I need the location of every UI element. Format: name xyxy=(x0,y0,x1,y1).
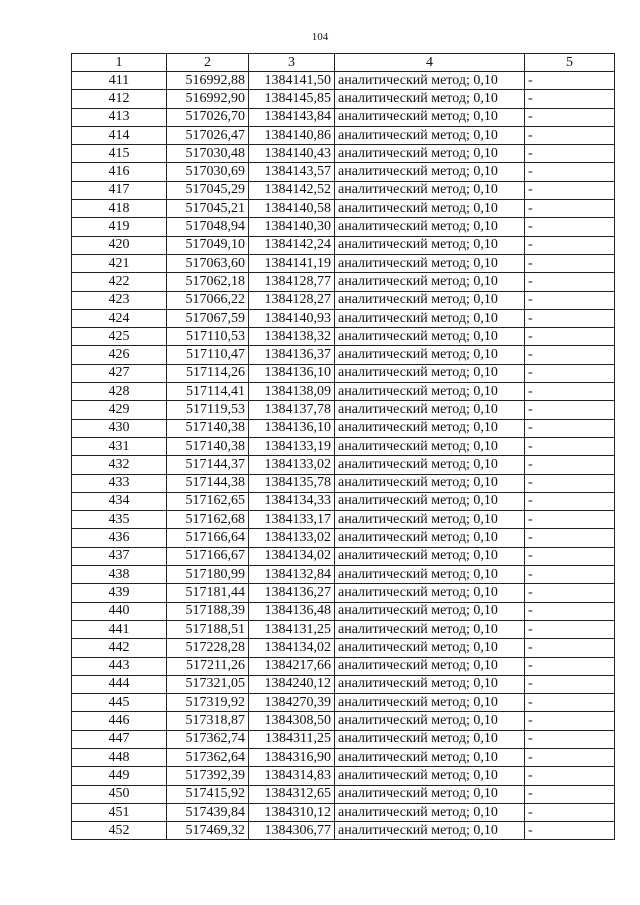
point-number-cell: 414 xyxy=(72,126,167,144)
method-accuracy-cell: аналитический метод; 0,10 xyxy=(335,657,525,675)
method-accuracy-cell: аналитический метод; 0,10 xyxy=(335,383,525,401)
note-cell: - xyxy=(525,346,615,364)
coordinate-y-cell: 1384270,39 xyxy=(249,694,335,712)
method-accuracy-cell: аналитический метод; 0,10 xyxy=(335,346,525,364)
table-row xyxy=(72,401,615,419)
note-cell: - xyxy=(525,218,615,236)
point-number-cell: 446 xyxy=(72,712,167,730)
method-accuracy-cell: аналитический метод; 0,10 xyxy=(335,748,525,766)
coordinate-x-cell: 517048,94 xyxy=(167,218,249,236)
coordinate-x-cell: 517166,64 xyxy=(167,529,249,547)
coordinate-x-cell: 517114,41 xyxy=(167,383,249,401)
note-cell: - xyxy=(525,748,615,766)
coordinate-y-cell: 1384145,85 xyxy=(249,90,335,108)
coordinate-y-cell: 1384314,83 xyxy=(249,767,335,785)
point-number-cell: 443 xyxy=(72,657,167,675)
method-accuracy-cell: аналитический метод; 0,10 xyxy=(335,273,525,291)
column-header-1: 1 xyxy=(72,54,167,72)
coordinate-x-cell: 517140,38 xyxy=(167,419,249,437)
table-row xyxy=(72,200,615,218)
coordinate-x-cell: 517162,68 xyxy=(167,511,249,529)
note-cell: - xyxy=(525,785,615,803)
table-row xyxy=(72,639,615,657)
method-accuracy-cell: аналитический метод; 0,10 xyxy=(335,620,525,638)
note-cell: - xyxy=(525,474,615,492)
method-accuracy-cell: аналитический метод; 0,10 xyxy=(335,511,525,529)
method-accuracy-cell: аналитический метод; 0,10 xyxy=(335,145,525,163)
coordinate-x-cell: 517181,44 xyxy=(167,584,249,602)
note-cell: - xyxy=(525,547,615,565)
coordinate-x-cell: 517228,28 xyxy=(167,639,249,657)
table-row xyxy=(72,803,615,821)
method-accuracy-cell: аналитический метод; 0,10 xyxy=(335,712,525,730)
coordinate-y-cell: 1384136,10 xyxy=(249,364,335,382)
coordinate-y-cell: 1384134,02 xyxy=(249,639,335,657)
coordinate-y-cell: 1384136,48 xyxy=(249,602,335,620)
method-accuracy-cell: аналитический метод; 0,10 xyxy=(335,785,525,803)
coordinate-x-cell: 517392,39 xyxy=(167,767,249,785)
point-number-cell: 435 xyxy=(72,511,167,529)
point-number-cell: 422 xyxy=(72,273,167,291)
point-number-cell: 412 xyxy=(72,90,167,108)
method-accuracy-cell: аналитический метод; 0,10 xyxy=(335,419,525,437)
point-number-cell: 451 xyxy=(72,803,167,821)
note-cell: - xyxy=(525,437,615,455)
note-cell: - xyxy=(525,309,615,327)
method-accuracy-cell: аналитический метод; 0,10 xyxy=(335,364,525,382)
coordinate-x-cell: 517321,05 xyxy=(167,675,249,693)
column-header-2: 2 xyxy=(167,54,249,72)
coordinate-y-cell: 1384311,25 xyxy=(249,730,335,748)
point-number-cell: 442 xyxy=(72,639,167,657)
coordinate-y-cell: 1384142,24 xyxy=(249,236,335,254)
note-cell: - xyxy=(525,767,615,785)
table-row xyxy=(72,785,615,803)
note-cell: - xyxy=(525,620,615,638)
coordinate-x-cell: 517030,69 xyxy=(167,163,249,181)
coordinate-y-cell: 1384141,50 xyxy=(249,72,335,90)
point-number-cell: 426 xyxy=(72,346,167,364)
method-accuracy-cell: аналитический метод; 0,10 xyxy=(335,126,525,144)
method-accuracy-cell: аналитический метод; 0,10 xyxy=(335,163,525,181)
point-number-cell: 441 xyxy=(72,620,167,638)
table-row xyxy=(72,218,615,236)
coordinate-x-cell: 517066,22 xyxy=(167,291,249,309)
coordinate-y-cell: 1384133,02 xyxy=(249,456,335,474)
note-cell: - xyxy=(525,492,615,510)
note-cell: - xyxy=(525,328,615,346)
method-accuracy-cell: аналитический метод; 0,10 xyxy=(335,236,525,254)
coordinate-y-cell: 1384133,02 xyxy=(249,529,335,547)
point-number-cell: 445 xyxy=(72,694,167,712)
coordinate-y-cell: 1384128,77 xyxy=(249,273,335,291)
coordinate-y-cell: 1384140,86 xyxy=(249,126,335,144)
coordinate-y-cell: 1384136,10 xyxy=(249,419,335,437)
note-cell: - xyxy=(525,163,615,181)
note-cell: - xyxy=(525,126,615,144)
note-cell: - xyxy=(525,181,615,199)
coordinate-y-cell: 1384217,66 xyxy=(249,657,335,675)
point-number-cell: 420 xyxy=(72,236,167,254)
note-cell: - xyxy=(525,273,615,291)
coordinate-y-cell: 1384134,33 xyxy=(249,492,335,510)
point-number-cell: 416 xyxy=(72,163,167,181)
table-row xyxy=(72,767,615,785)
method-accuracy-cell: аналитический метод; 0,10 xyxy=(335,767,525,785)
note-cell: - xyxy=(525,364,615,382)
column-header-5: 5 xyxy=(525,54,615,72)
note-cell: - xyxy=(525,822,615,840)
point-number-cell: 440 xyxy=(72,602,167,620)
coordinate-y-cell: 1384140,93 xyxy=(249,309,335,327)
coordinate-x-cell: 517469,32 xyxy=(167,822,249,840)
note-cell: - xyxy=(525,639,615,657)
coordinate-x-cell: 516992,88 xyxy=(167,72,249,90)
coordinate-y-cell: 1384137,78 xyxy=(249,401,335,419)
note-cell: - xyxy=(525,602,615,620)
point-number-cell: 438 xyxy=(72,566,167,584)
table-row xyxy=(72,328,615,346)
table-row xyxy=(72,456,615,474)
coordinate-y-cell: 1384136,37 xyxy=(249,346,335,364)
coordinate-x-cell: 517062,18 xyxy=(167,273,249,291)
method-accuracy-cell: аналитический метод; 0,10 xyxy=(335,218,525,236)
point-number-cell: 452 xyxy=(72,822,167,840)
table-row xyxy=(72,657,615,675)
coordinates-table xyxy=(71,53,615,840)
method-accuracy-cell: аналитический метод; 0,10 xyxy=(335,401,525,419)
coordinate-y-cell: 1384138,32 xyxy=(249,328,335,346)
note-cell: - xyxy=(525,419,615,437)
table-row xyxy=(72,474,615,492)
table-row xyxy=(72,126,615,144)
method-accuracy-cell: аналитический метод; 0,10 xyxy=(335,309,525,327)
point-number-cell: 428 xyxy=(72,383,167,401)
table-row xyxy=(72,694,615,712)
coordinate-x-cell: 517180,99 xyxy=(167,566,249,584)
coordinate-x-cell: 517110,53 xyxy=(167,328,249,346)
coordinate-x-cell: 517318,87 xyxy=(167,712,249,730)
table-row xyxy=(72,730,615,748)
method-accuracy-cell: аналитический метод; 0,10 xyxy=(335,803,525,821)
table-row xyxy=(72,822,615,840)
table-row xyxy=(72,181,615,199)
point-number-cell: 421 xyxy=(72,254,167,272)
table-row xyxy=(72,529,615,547)
note-cell: - xyxy=(525,803,615,821)
coordinate-y-cell: 1384133,17 xyxy=(249,511,335,529)
coordinate-y-cell: 1384140,58 xyxy=(249,200,335,218)
coordinate-x-cell: 517362,74 xyxy=(167,730,249,748)
column-header-3: 3 xyxy=(249,54,335,72)
table-row xyxy=(72,72,615,90)
note-cell: - xyxy=(525,657,615,675)
table-row xyxy=(72,675,615,693)
point-number-cell: 432 xyxy=(72,456,167,474)
coordinate-x-cell: 517045,29 xyxy=(167,181,249,199)
method-accuracy-cell: аналитический метод; 0,10 xyxy=(335,108,525,126)
method-accuracy-cell: аналитический метод; 0,10 xyxy=(335,200,525,218)
coordinate-y-cell: 1384140,43 xyxy=(249,145,335,163)
coordinate-y-cell: 1384136,27 xyxy=(249,584,335,602)
note-cell: - xyxy=(525,694,615,712)
point-number-cell: 419 xyxy=(72,218,167,236)
coordinate-x-cell: 517026,70 xyxy=(167,108,249,126)
method-accuracy-cell: аналитический метод; 0,10 xyxy=(335,547,525,565)
table-row xyxy=(72,346,615,364)
method-accuracy-cell: аналитический метод; 0,10 xyxy=(335,694,525,712)
table-row xyxy=(72,236,615,254)
method-accuracy-cell: аналитический метод; 0,10 xyxy=(335,566,525,584)
coordinate-x-cell: 517362,64 xyxy=(167,748,249,766)
point-number-cell: 439 xyxy=(72,584,167,602)
coordinate-x-cell: 517211,26 xyxy=(167,657,249,675)
method-accuracy-cell: аналитический метод; 0,10 xyxy=(335,291,525,309)
note-cell: - xyxy=(525,401,615,419)
coordinate-y-cell: 1384142,52 xyxy=(249,181,335,199)
method-accuracy-cell: аналитический метод; 0,10 xyxy=(335,90,525,108)
coordinate-x-cell: 517119,53 xyxy=(167,401,249,419)
table-row xyxy=(72,254,615,272)
column-header-4: 4 xyxy=(335,54,525,72)
coordinate-y-cell: 1384128,27 xyxy=(249,291,335,309)
point-number-cell: 434 xyxy=(72,492,167,510)
method-accuracy-cell: аналитический метод; 0,10 xyxy=(335,822,525,840)
coordinate-y-cell: 1384312,65 xyxy=(249,785,335,803)
coordinate-y-cell: 1384138,09 xyxy=(249,383,335,401)
coordinate-x-cell: 517319,92 xyxy=(167,694,249,712)
note-cell: - xyxy=(525,108,615,126)
point-number-cell: 427 xyxy=(72,364,167,382)
coordinate-y-cell: 1384306,77 xyxy=(249,822,335,840)
method-accuracy-cell: аналитический метод; 0,10 xyxy=(335,328,525,346)
table-row xyxy=(72,163,615,181)
note-cell: - xyxy=(525,675,615,693)
coordinate-x-cell: 517114,26 xyxy=(167,364,249,382)
method-accuracy-cell: аналитический метод; 0,10 xyxy=(335,437,525,455)
note-cell: - xyxy=(525,236,615,254)
note-cell: - xyxy=(525,511,615,529)
note-cell: - xyxy=(525,145,615,163)
coordinate-x-cell: 517045,21 xyxy=(167,200,249,218)
note-cell: - xyxy=(525,529,615,547)
table-row xyxy=(72,511,615,529)
table-row xyxy=(72,492,615,510)
table-row xyxy=(72,566,615,584)
point-number-cell: 413 xyxy=(72,108,167,126)
table-row xyxy=(72,90,615,108)
coordinate-x-cell: 517439,84 xyxy=(167,803,249,821)
coordinate-x-cell: 517140,38 xyxy=(167,437,249,455)
coordinate-x-cell: 516992,90 xyxy=(167,90,249,108)
coordinate-x-cell: 517063,60 xyxy=(167,254,249,272)
method-accuracy-cell: аналитический метод; 0,10 xyxy=(335,584,525,602)
table-row xyxy=(72,584,615,602)
coordinate-x-cell: 517110,47 xyxy=(167,346,249,364)
table-row xyxy=(72,145,615,163)
note-cell: - xyxy=(525,90,615,108)
point-number-cell: 437 xyxy=(72,547,167,565)
point-number-cell: 423 xyxy=(72,291,167,309)
table-row xyxy=(72,602,615,620)
method-accuracy-cell: аналитический метод; 0,10 xyxy=(335,602,525,620)
coordinate-x-cell: 517166,67 xyxy=(167,547,249,565)
coordinate-x-cell: 517144,37 xyxy=(167,456,249,474)
table-row xyxy=(72,712,615,730)
page-number: 104 xyxy=(311,31,329,43)
coordinate-y-cell: 1384131,25 xyxy=(249,620,335,638)
point-number-cell: 430 xyxy=(72,419,167,437)
coordinate-x-cell: 517026,47 xyxy=(167,126,249,144)
table-row xyxy=(72,748,615,766)
table-row xyxy=(72,419,615,437)
table-row xyxy=(72,383,615,401)
table-row xyxy=(72,547,615,565)
point-number-cell: 447 xyxy=(72,730,167,748)
coordinate-y-cell: 1384143,84 xyxy=(249,108,335,126)
method-accuracy-cell: аналитический метод; 0,10 xyxy=(335,254,525,272)
table-row xyxy=(72,291,615,309)
point-number-cell: 429 xyxy=(72,401,167,419)
point-number-cell: 417 xyxy=(72,181,167,199)
note-cell: - xyxy=(525,200,615,218)
point-number-cell: 431 xyxy=(72,437,167,455)
coordinate-y-cell: 1384140,30 xyxy=(249,218,335,236)
coordinate-x-cell: 517162,65 xyxy=(167,492,249,510)
table-row xyxy=(72,620,615,638)
coordinate-y-cell: 1384310,12 xyxy=(249,803,335,821)
coordinate-y-cell: 1384132,84 xyxy=(249,566,335,584)
method-accuracy-cell: аналитический метод; 0,10 xyxy=(335,730,525,748)
method-accuracy-cell: аналитический метод; 0,10 xyxy=(335,639,525,657)
note-cell: - xyxy=(525,730,615,748)
table-header-row xyxy=(72,54,615,72)
method-accuracy-cell: аналитический метод; 0,10 xyxy=(335,492,525,510)
table-row xyxy=(72,364,615,382)
note-cell: - xyxy=(525,291,615,309)
point-number-cell: 433 xyxy=(72,474,167,492)
point-number-cell: 444 xyxy=(72,675,167,693)
method-accuracy-cell: аналитический метод; 0,10 xyxy=(335,675,525,693)
table-row xyxy=(72,309,615,327)
table-row xyxy=(72,437,615,455)
coordinate-y-cell: 1384240,12 xyxy=(249,675,335,693)
table-body xyxy=(72,72,615,840)
method-accuracy-cell: аналитический метод; 0,10 xyxy=(335,72,525,90)
point-number-cell: 424 xyxy=(72,309,167,327)
coordinate-x-cell: 517067,59 xyxy=(167,309,249,327)
coordinate-y-cell: 1384308,50 xyxy=(249,712,335,730)
coordinate-x-cell: 517188,39 xyxy=(167,602,249,620)
point-number-cell: 448 xyxy=(72,748,167,766)
point-number-cell: 411 xyxy=(72,72,167,90)
note-cell: - xyxy=(525,383,615,401)
point-number-cell: 418 xyxy=(72,200,167,218)
coordinate-x-cell: 517415,92 xyxy=(167,785,249,803)
coordinate-x-cell: 517144,38 xyxy=(167,474,249,492)
method-accuracy-cell: аналитический метод; 0,10 xyxy=(335,474,525,492)
note-cell: - xyxy=(525,566,615,584)
note-cell: - xyxy=(525,456,615,474)
point-number-cell: 415 xyxy=(72,145,167,163)
note-cell: - xyxy=(525,72,615,90)
coordinate-y-cell: 1384134,02 xyxy=(249,547,335,565)
coordinate-y-cell: 1384316,90 xyxy=(249,748,335,766)
table-row xyxy=(72,273,615,291)
coordinate-y-cell: 1384143,57 xyxy=(249,163,335,181)
coordinate-x-cell: 517188,51 xyxy=(167,620,249,638)
point-number-cell: 450 xyxy=(72,785,167,803)
note-cell: - xyxy=(525,254,615,272)
coordinate-y-cell: 1384133,19 xyxy=(249,437,335,455)
table-row xyxy=(72,108,615,126)
coordinate-x-cell: 517030,48 xyxy=(167,145,249,163)
note-cell: - xyxy=(525,584,615,602)
point-number-cell: 436 xyxy=(72,529,167,547)
point-number-cell: 449 xyxy=(72,767,167,785)
method-accuracy-cell: аналитический метод; 0,10 xyxy=(335,529,525,547)
method-accuracy-cell: аналитический метод; 0,10 xyxy=(335,181,525,199)
coordinate-x-cell: 517049,10 xyxy=(167,236,249,254)
coordinate-y-cell: 1384135,78 xyxy=(249,474,335,492)
method-accuracy-cell: аналитический метод; 0,10 xyxy=(335,456,525,474)
point-number-cell: 425 xyxy=(72,328,167,346)
coordinate-y-cell: 1384141,19 xyxy=(249,254,335,272)
note-cell: - xyxy=(525,712,615,730)
